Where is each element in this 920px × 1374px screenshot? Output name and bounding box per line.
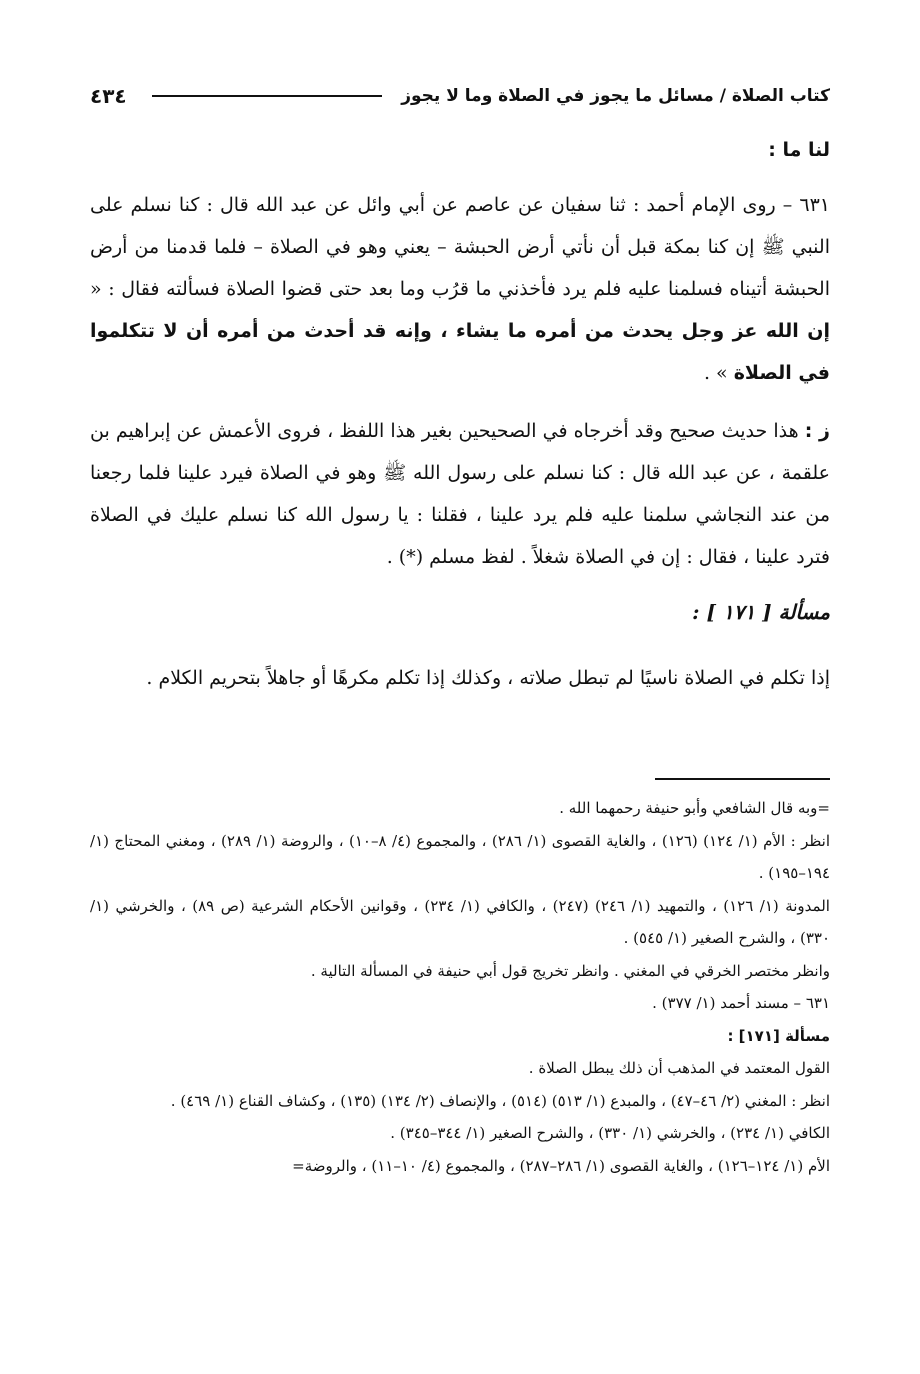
footnote-rule xyxy=(655,778,830,780)
footnote-line: انظر : الأم (١/ ١٢٤) (١٢٦) ، والغاية القصوى (١/ ٢٨٦) ، والمجموع (٤/ ٨–١٠) ، والروضة (١/ ٢٨٩) ، ومغني المحتاج (١/ ١٩٤–١٩٥) . xyxy=(90,831,830,882)
footnote-line: المدونة (١/ ١٢٦) ، والتمهيد (١/ ٢٤٦) (٢٤٧) ، والكافي (١/ ٢٣٤) ، وقوانين الأحكام الشرعية (ص ٨٩) ، والخرشي (١/ ٣٣٠) ، والشرح الصغير (١/ ٥٤٥) . xyxy=(90,896,830,947)
header-rule xyxy=(152,95,382,97)
footnote-line: القول المعتمد في المذهب أن ذلك يبطل الصلاة . xyxy=(528,1059,830,1077)
page-number: ٤٣٤ xyxy=(90,84,127,108)
footnotes xyxy=(90,792,830,1182)
lana-heading: لنا ما : xyxy=(768,139,830,161)
commentary-mark: ز : xyxy=(804,420,830,442)
footnote-line: ٦٣١ – مسند أحمد (١/ ٣٧٧) . xyxy=(652,994,830,1012)
hadith-end: » . xyxy=(703,362,728,384)
hadith-paragraph xyxy=(90,184,830,394)
footnote-line: انظر : المغني (٢/ ٤٦–٤٧) ، والمبدع (١/ ٥١٣) (٥١٤) ، والإنصاف (٢/ ١٣٤) (١٣٥) ، وكشاف القناع (١/ ٤٦٩) . xyxy=(170,1091,830,1110)
hadith-quote: إن الله عز وجل يحدث من أمره ما يشاء ، وإنه قد أحدث من أمره أن لا تتكلموا في الصلاة xyxy=(90,320,830,384)
hadith-intro: ٦٣١ – روى الإمام أحمد : ثنا سفيان عن عاصم عن أبي وائل عن عبد الله قال : كنا نسلم على النبي ﷺ إن كنا بمكة قبل أن نأتي أرض الحبشة – يعني وهو في الصلاة – فلما قدمنا من أرض الحبشة أتيناه فسلمنا عليه فلم يرد فأخذني ما قرُب وما بعد حتى قضوا الصلاة فسألته فقال : « xyxy=(90,194,830,300)
footnote-line: الأم (١/ ١٢٤–١٢٦) ، والغاية القصوى (١/ ٢٨٦–٢٨٧) ، والمجموع (٤/ ١٠–١١) ، والروضة= xyxy=(292,1156,830,1175)
running-title: كتاب الصلاة / مسائل ما يجوز في الصلاة وما لا يجوز xyxy=(401,86,830,106)
page-header xyxy=(90,78,830,118)
footnote-line: الكافي (١/ ٢٣٤) ، والخرشي (١/ ٣٣٠) ، والشرح الصغير (١/ ٣٤٤–٣٤٥) . xyxy=(390,1124,830,1142)
commentary-text: هذا حديث صحيح وقد أخرجاه في الصحيحين بغير هذا اللفظ ، فروى الأعمش عن إبراهيم بن علقمة ، عن عبد الله قال : كنا نسلم على رسول الله ﷺ وهو في الصلاة فيرد علينا فلما رجعنا من عند النجاشي سلمنا عليه فلم يرد علينا ، فقلنا : يا رسول الله كنا نسلم عليك في الصلاة فترد علينا ، فقال : إن في الصلاة شغلاً . لفظ مسلم (*) . xyxy=(90,420,830,568)
masala-heading: مسألة [ ١٧١ ] : xyxy=(692,600,830,624)
ruling-paragraph: إذا تكلم في الصلاة ناسيًا لم تبطل صلاته ، وكذلك إذا تكلم مكرهًا أو جاهلاً بتحريم الكلام . xyxy=(146,667,830,689)
footnote-line: وانظر مختصر الخرقي في المغني . وانظر تخريج قول أبي حنيفة في المسألة التالية . xyxy=(310,961,830,980)
commentary-paragraph xyxy=(90,410,830,578)
footnote-line: =وبه قال الشافعي وأبو حنيفة رحمهما الله . xyxy=(559,799,830,817)
footnote-masala-label: مسألة [١٧١] : xyxy=(727,1026,830,1045)
